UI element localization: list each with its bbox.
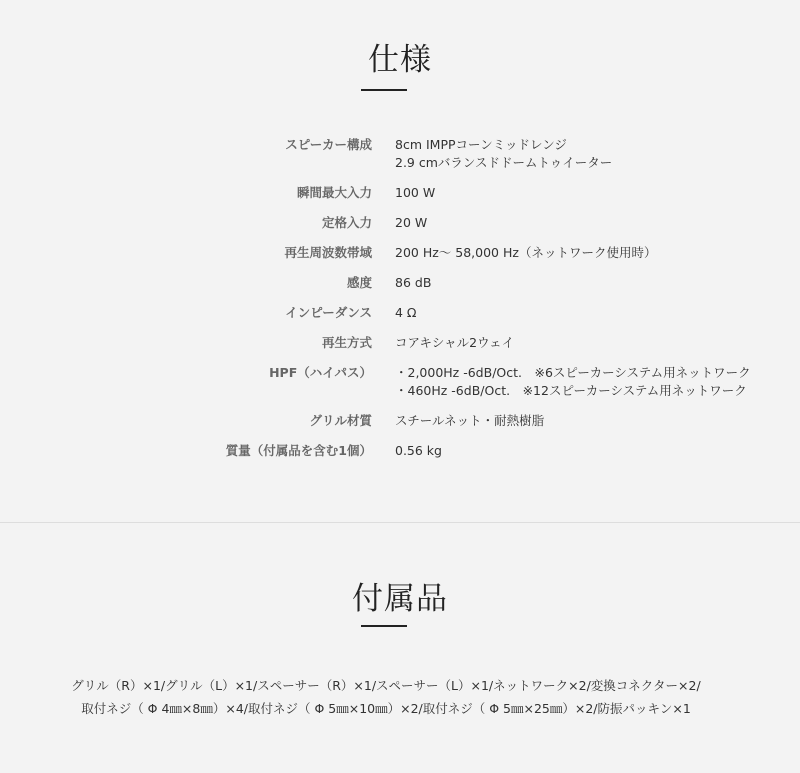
spec-label: 定格入力 <box>321 215 372 230</box>
spec-label: HPF（ハイパス） <box>269 365 372 380</box>
spec-label: 感度 <box>346 275 372 290</box>
spec-label: 質量（付属品を含む1個） <box>225 443 372 458</box>
spec-value <box>395 304 416 322</box>
accessories-title: 付属品 <box>352 581 448 617</box>
accessories-line: グリル（R）×1/グリル（L）×1/スペーサー（R）×1/スペーサー（L）×1/ネットワーク×2/変換コネクター×2/ <box>71 678 701 693</box>
spec-row <box>0 364 800 400</box>
spec-value <box>395 244 656 262</box>
specs-title: 仕様 <box>368 42 432 78</box>
spec-label: 瞬間最大入力 <box>296 185 372 200</box>
spec-value-line: 20 W <box>395 215 428 230</box>
accessories-title-underline <box>361 625 407 627</box>
spec-value-line: ・460Hz -6dB/Oct. ※12スピーカーシステム用ネットワーク <box>395 383 747 398</box>
spec-label: 再生周波数帯域 <box>284 245 372 260</box>
spec-value-line: 4 Ω <box>395 305 417 320</box>
spec-value <box>395 412 544 430</box>
spec-row <box>0 184 800 202</box>
section-divider <box>0 522 800 523</box>
accessories-line: 取付ネジ（ Φ 4㎜×8㎜）×4/取付ネジ（ Φ 5㎜×10㎜）×2/取付ネジ（ Φ 5㎜×25㎜）×2/防振パッキン×1 <box>81 701 691 716</box>
spec-label: スピーカー構成 <box>285 137 372 152</box>
spec-row <box>0 334 800 352</box>
spec-value-line: 200 Hz～ 58,000 Hz（ネットワーク使用時） <box>395 245 657 260</box>
spec-row <box>0 136 800 172</box>
spec-value <box>395 274 431 292</box>
spec-value <box>395 214 427 232</box>
spec-label: インピーダンス <box>285 305 372 320</box>
spec-value-line: 2.9 cmバランスドドームトゥイーター <box>395 155 613 170</box>
spec-value-line: 8cm IMPPコーンミッドレンジ <box>395 137 567 152</box>
spec-value-line: スチールネット・耐熱樹脂 <box>395 413 545 428</box>
spec-value <box>395 334 514 352</box>
spec-row <box>0 214 800 232</box>
accessories-list <box>0 674 800 720</box>
spec-value <box>395 442 442 460</box>
spec-value-line: 100 W <box>395 185 436 200</box>
spec-table <box>0 136 800 472</box>
spec-row <box>0 274 800 292</box>
spec-value-line: 86 dB <box>395 275 432 290</box>
spec-value <box>395 184 435 202</box>
spec-value <box>395 364 751 400</box>
spec-row <box>0 412 800 430</box>
spec-value-line: ・2,000Hz -6dB/Oct. ※6スピーカーシステム用ネットワーク <box>395 365 751 380</box>
specs-title-underline <box>361 89 407 91</box>
spec-label: グリル材質 <box>309 413 372 428</box>
spec-row <box>0 244 800 262</box>
spec-value-line: 0.56 kg <box>395 443 442 458</box>
spec-row <box>0 442 800 460</box>
spec-label: 再生方式 <box>321 335 372 350</box>
spec-row <box>0 304 800 322</box>
spec-value-line: コアキシャル2ウェイ <box>395 335 515 350</box>
spec-value <box>395 136 612 172</box>
